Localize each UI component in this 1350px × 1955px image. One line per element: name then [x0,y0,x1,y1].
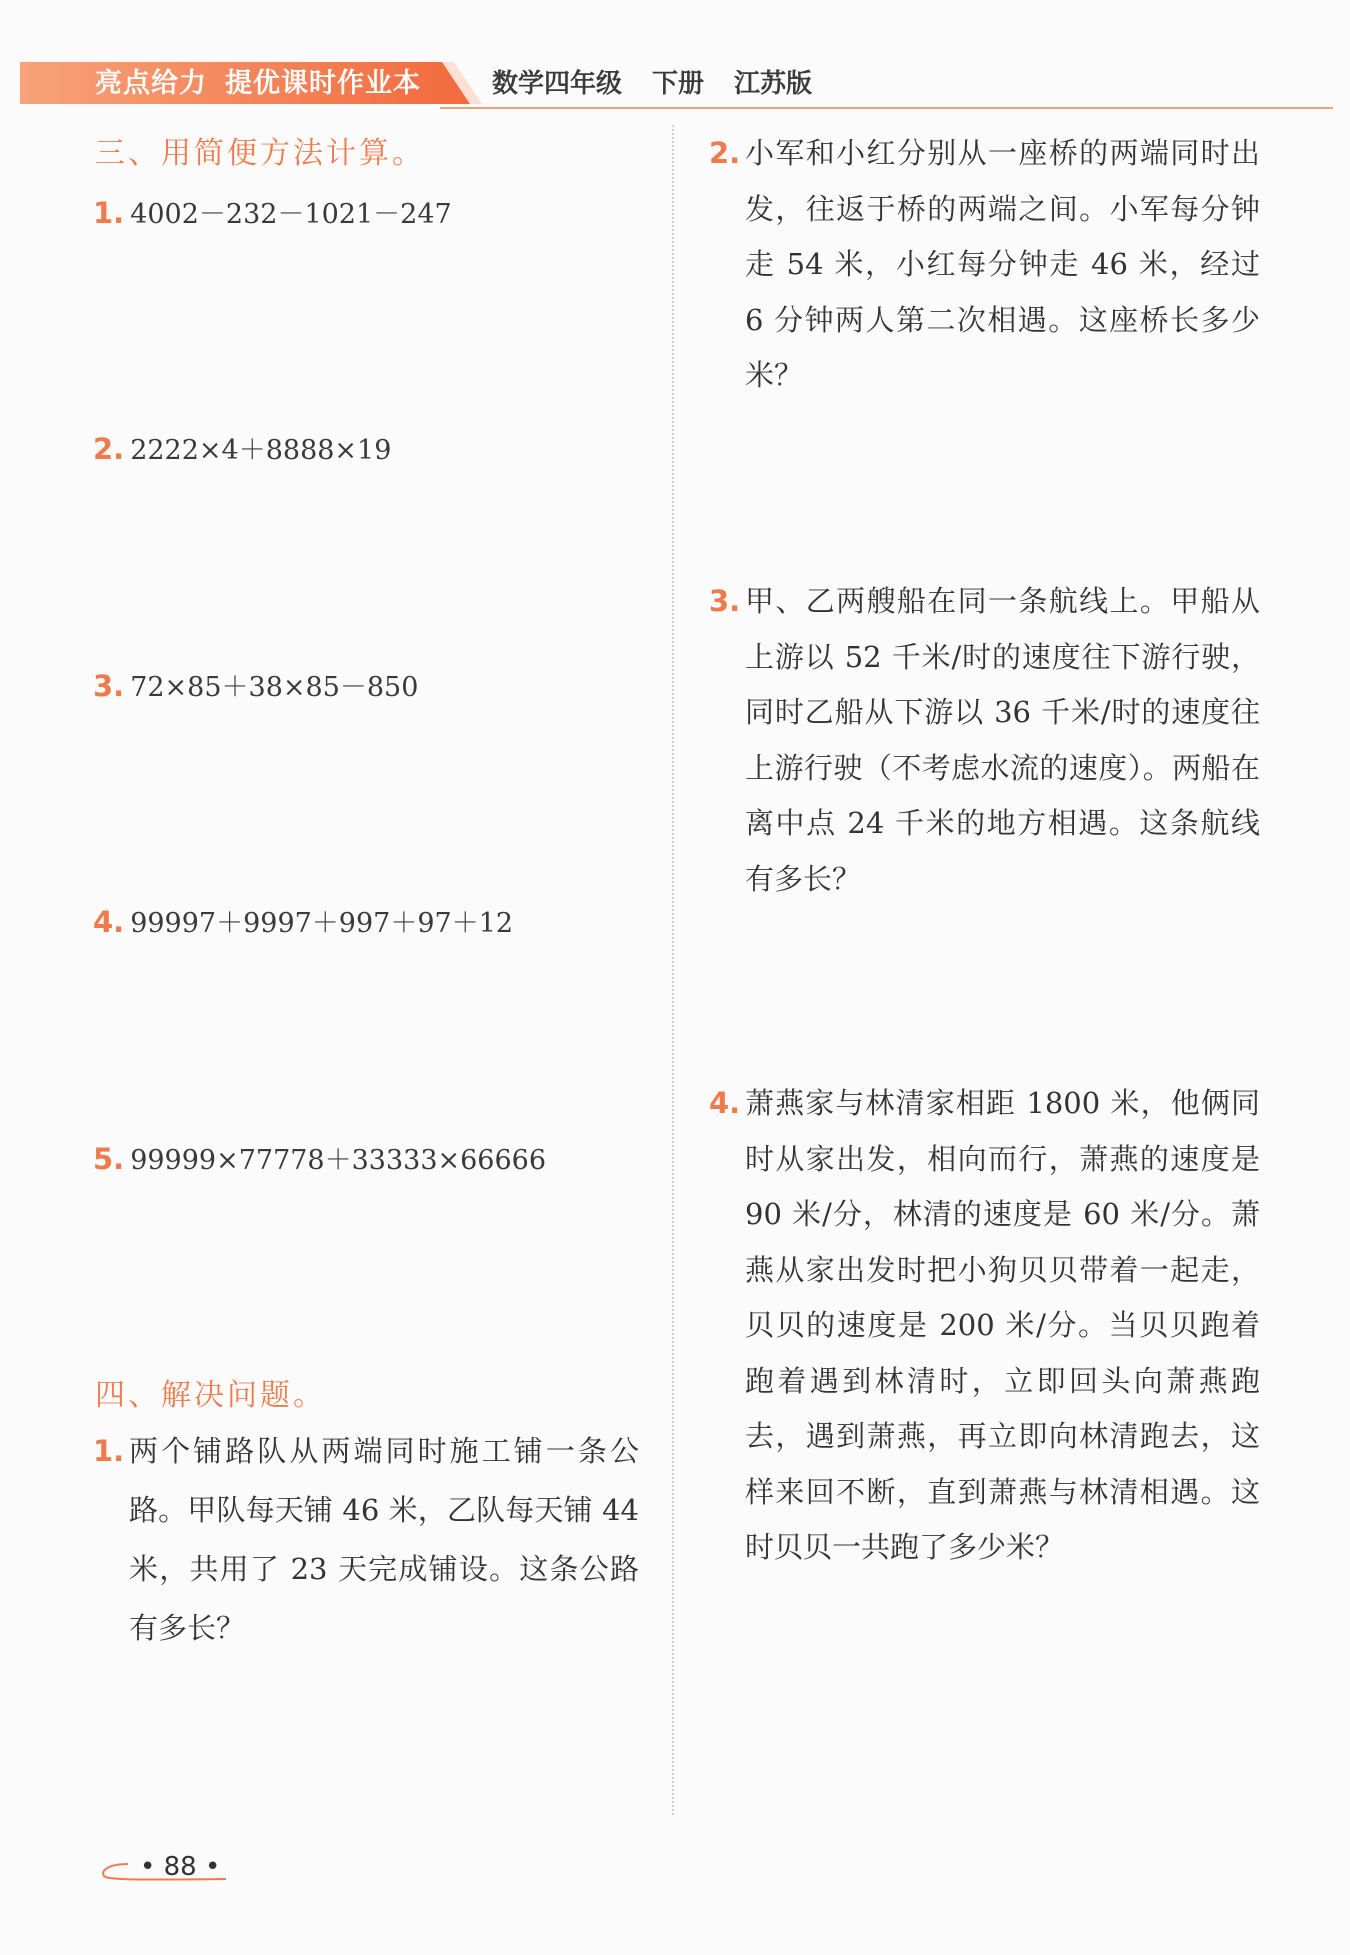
header-rule [440,107,1333,109]
calc-item-number: 2. [93,432,125,466]
series-title: 提优课时作业本 [225,68,421,99]
problem-text: 两个铺路队从两端同时施工铺一条公路。甲队每天铺 46 米，乙队每天铺 44 米，共用了 23 天完成铺设。这条公路有多长？ [129,1434,639,1645]
word-problem-3 [709,574,1260,907]
problem-text: 萧燕家与林清家相距 1800 米，他俩同时从家出发，相向而行，萧燕的速度是 90 米/分，林清的速度是 60 米/分。萧燕从家出发时把小狗贝贝带着一起走，贝贝的速度是 200 米/分。当贝贝跑着跑着遇到林清时，立即回头向萧燕跑去，遇到萧燕，再立即向林清跑去，这样来回不断，直到萧燕与林清相遇。这时贝贝一共跑了多少米？ [745,1086,1260,1564]
problem-number: 3. [709,584,741,618]
calc-item-number: 3. [93,669,125,703]
calc-item-expression: 99997＋9997＋997＋97＋12 [130,908,514,939]
calc-item-number: 1. [93,196,125,230]
calc-item-3 [93,665,418,704]
calc-item-1 [93,192,452,231]
problem-number: 2. [709,136,741,170]
section-title-4: 四、解决问题。 [95,1378,326,1413]
book-volume: 下册 [652,69,705,99]
book-edition: 江苏版 [734,69,813,99]
calc-item-expression: 2222×4＋8888×19 [130,435,392,466]
section-title-3: 三、用简便方法计算。 [95,136,425,171]
calc-item-number: 5. [93,1142,125,1176]
problem-text: 甲、乙两艘船在同一条航线上。甲船从上游以 52 千米/时的速度往下游行驶，同时乙船从下游以 36 千米/时的速度往上游行驶（不考虑水流的速度）。两船在离中点 24 千米的地方相遇。这条航线有多长？ [745,584,1260,896]
problem-text: 小军和小红分别从一座桥的两端同时出发，往返于桥的两端之间。小军每分钟走 54 米，小红每分钟走 46 米，经过 6 分钟两人第二次相遇。这座桥长多少米？ [745,136,1260,392]
book-subject: 数学四年级 [492,69,623,99]
calc-item-expression: 4002－232－1021－247 [130,199,452,230]
problem-number: 1. [93,1434,125,1468]
header-brand [95,66,421,102]
word-problem-2 [709,126,1260,404]
page-number: • 88 • [140,1852,221,1882]
calc-item-number: 4. [93,905,125,939]
calc-item-4 [93,901,513,940]
column-divider [672,125,674,1815]
word-problem-4 [709,1076,1260,1576]
problem-number: 4. [709,1086,741,1120]
calc-item-2 [93,428,391,467]
brand-name: 亮点给力 [95,68,207,99]
calc-item-expression: 99999×77778＋33333×66666 [130,1145,547,1176]
calc-item-expression: 72×85＋38×85－850 [130,672,419,703]
calc-item-5 [93,1138,546,1177]
word-problem-1 [93,1422,639,1658]
book-info [492,66,842,102]
